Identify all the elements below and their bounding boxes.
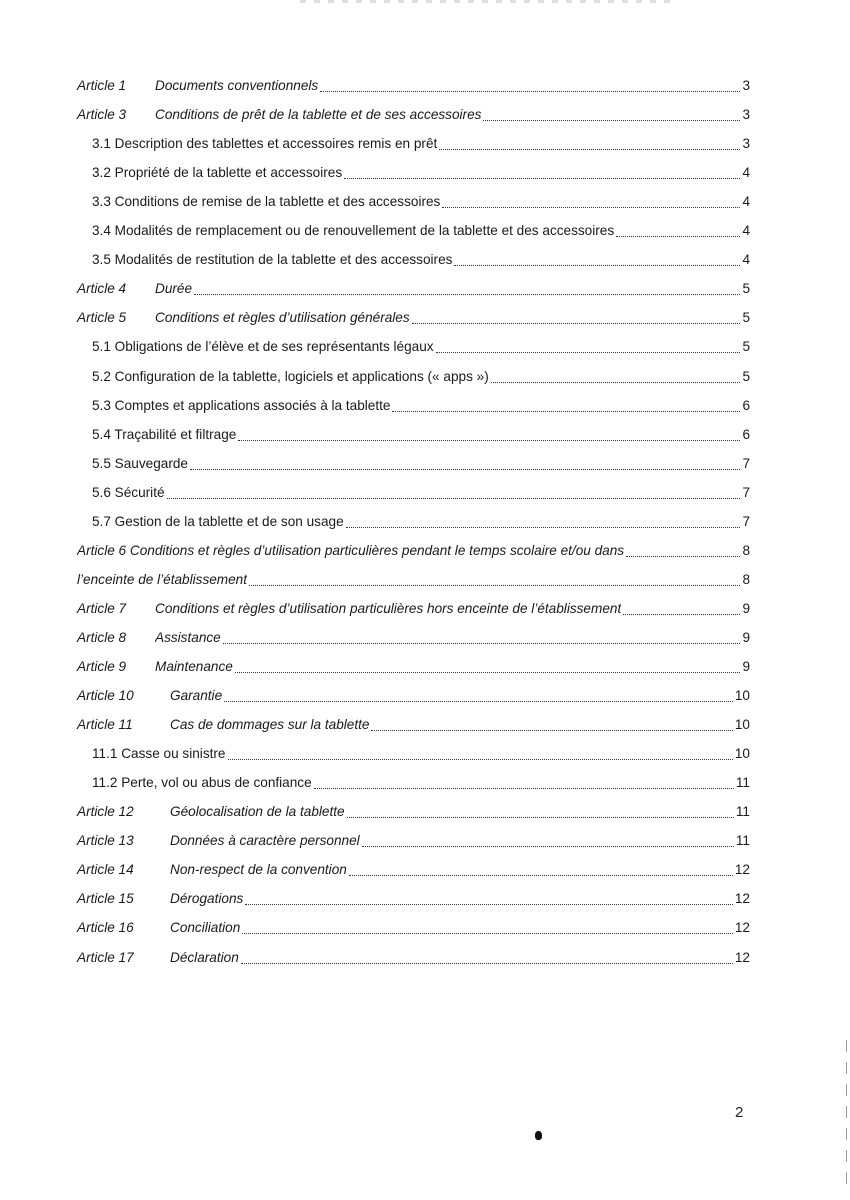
toc-entry-page: 5 <box>742 310 750 325</box>
toc-entry-title: Conditions et règles d’utilisation particulières hors enceinte de l’établissement <box>155 601 622 616</box>
toc-entry-title: 3.2 Propriété de la tablette et accessoires <box>92 165 343 180</box>
toc-entry-article-number: Article 5 <box>77 310 127 325</box>
toc-dot-leader <box>349 875 733 876</box>
toc-entry-article-number: Article 8 <box>77 630 127 645</box>
scan-artifact-edge <box>846 1040 847 1190</box>
toc-entry-page: 7 <box>742 485 750 500</box>
toc-dot-leader <box>616 236 740 237</box>
toc-entry-page: 4 <box>742 194 750 209</box>
toc-entry-page: 8 <box>742 543 750 558</box>
toc-entry-article-number: Article 4 <box>77 281 127 296</box>
toc-entry-title: 5.3 Comptes et applications associés à la tablette <box>92 398 391 413</box>
toc-entry-page: 3 <box>742 107 750 122</box>
toc-entry-title: 5.2 Configuration de la tablette, logiciels et applications (« apps ») <box>92 369 489 384</box>
toc-entry[interactable] <box>92 424 750 446</box>
toc-entry-article-number: Article 16 <box>77 920 134 935</box>
toc-entry-article-number: Article 13 <box>77 833 134 848</box>
toc-entry-title: 3.5 Modalités de restitution de la tablette et des accessoires <box>92 252 453 267</box>
toc-entry[interactable] <box>92 453 750 475</box>
toc-entry-page: 9 <box>742 630 750 645</box>
toc-entry[interactable] <box>77 859 750 881</box>
toc-entry-title: 5.7 Gestion de la tablette et de son usage <box>92 514 344 529</box>
toc-entry[interactable] <box>92 366 750 388</box>
toc-entry-article-number: Article 15 <box>77 891 134 906</box>
toc-entry-page: 7 <box>742 514 750 529</box>
toc-entry-page: 11 <box>735 833 750 848</box>
toc-entry-title: 11.2 Perte, vol ou abus de confiance <box>92 775 312 790</box>
toc-entry[interactable] <box>77 656 750 678</box>
toc-entry[interactable] <box>92 395 750 417</box>
toc-entry-page: 9 <box>742 659 750 674</box>
toc-dot-leader <box>242 933 733 934</box>
toc-dot-leader <box>347 817 734 818</box>
toc-entry[interactable] <box>77 685 750 707</box>
toc-entry-article-number: Article 7 <box>77 601 127 616</box>
toc-entry[interactable] <box>92 162 750 184</box>
toc-entry[interactable] <box>92 772 750 794</box>
toc-dot-leader <box>228 759 733 760</box>
toc-dot-leader <box>483 120 740 121</box>
toc-dot-leader <box>167 498 741 499</box>
toc-entry-page: 5 <box>742 281 750 296</box>
toc-entry[interactable] <box>77 801 750 823</box>
toc-entry[interactable] <box>77 104 750 126</box>
toc-entry-title: Assistance <box>155 630 221 645</box>
toc-entry-article-number: Article 17 <box>77 950 134 965</box>
toc-entry-article-number: Article 1 <box>77 78 127 93</box>
toc-dot-leader <box>320 91 740 92</box>
toc-entry-title: l’enceinte de l’établissement <box>77 572 248 587</box>
toc-dot-leader <box>436 352 741 353</box>
toc-dot-leader <box>346 527 741 528</box>
toc-entry-page: 9 <box>742 601 750 616</box>
toc-dot-leader <box>623 614 740 615</box>
toc-entry-page: 12 <box>734 950 750 965</box>
toc-dot-leader <box>454 265 740 266</box>
toc-entry[interactable] <box>92 511 750 533</box>
toc-entry-page: 6 <box>742 427 750 442</box>
toc-entry-page: 8 <box>742 572 750 587</box>
toc-entry-page: 3 <box>742 78 750 93</box>
toc-entry-title: Article 6 Conditions et règles d’utilisation particulières pendant le temps scolaire et/ou dans <box>77 543 625 558</box>
toc-dot-leader <box>362 846 734 847</box>
toc-entry-title: 5.6 Sécurité <box>92 485 165 500</box>
toc-entry[interactable] <box>92 482 750 504</box>
toc-dot-leader <box>442 207 740 208</box>
toc-dot-leader <box>491 382 741 383</box>
toc-dot-leader <box>194 294 740 295</box>
toc-entry-article-number: Article 9 <box>77 659 127 674</box>
toc-entry-title: Dérogations <box>170 891 244 906</box>
toc-entry-page: 11 <box>735 775 750 790</box>
toc-entry-article-number: Article 11 <box>77 717 133 732</box>
toc-entry[interactable] <box>77 714 750 736</box>
toc-dot-leader <box>245 904 733 905</box>
toc-entry[interactable] <box>92 133 750 155</box>
toc-entry-title: 5.4 Traçabilité et filtrage <box>92 427 237 442</box>
toc-entry-title: Cas de dommages sur la tablette <box>170 717 370 732</box>
toc-entry[interactable] <box>92 191 750 213</box>
toc-entry-title: Déclaration <box>170 950 239 965</box>
toc-entry-page: 7 <box>742 456 750 471</box>
toc-entry-page: 10 <box>734 688 750 703</box>
toc-entry-page: 6 <box>742 398 750 413</box>
toc-dot-leader <box>626 556 740 557</box>
toc-entry[interactable] <box>77 627 750 649</box>
toc-entry[interactable] <box>77 278 750 300</box>
toc-entry[interactable] <box>77 598 750 620</box>
toc-dot-leader <box>235 672 741 673</box>
toc-entry[interactable] <box>92 220 750 242</box>
toc-entry-page: 4 <box>742 252 750 267</box>
toc-entry[interactable] <box>77 947 750 969</box>
toc-entry-page: 3 <box>742 136 750 151</box>
toc-entry-title: 5.5 Sauvegarde <box>92 456 188 471</box>
toc-entry[interactable] <box>77 569 750 591</box>
toc-dot-leader <box>344 178 740 179</box>
toc-entry-page: 4 <box>742 223 750 238</box>
toc-entry-title: 3.1 Description des tablettes et accessoires remis en prêt <box>92 136 438 151</box>
toc-entry-page: 4 <box>742 165 750 180</box>
toc-entry-page: 12 <box>734 920 750 935</box>
toc-entry-article-number: Article 10 <box>77 688 134 703</box>
toc-entry[interactable] <box>77 307 750 329</box>
toc-entry-title: 5.1 Obligations de l’élève et de ses représentants légaux <box>92 339 434 354</box>
toc-entry[interactable] <box>92 743 750 765</box>
toc-entry-article-number: Article 12 <box>77 804 134 819</box>
toc-dot-leader <box>392 411 740 412</box>
toc-entry-title: Garantie <box>170 688 223 703</box>
toc-entry-title: Maintenance <box>155 659 233 674</box>
toc-entry-title: Documents conventionnels <box>155 78 319 93</box>
toc-entry-title: Durée <box>155 281 193 296</box>
toc-entry-page: 5 <box>742 369 750 384</box>
toc-dot-leader <box>314 788 734 789</box>
toc-entry-page: 10 <box>734 746 750 761</box>
toc-entry[interactable] <box>77 917 750 939</box>
toc-entry-title: Non-respect de la convention <box>170 862 347 877</box>
toc-dot-leader <box>224 701 733 702</box>
toc-dot-leader <box>238 440 740 441</box>
toc-entry-title: Conciliation <box>170 920 241 935</box>
toc-entry-title: 11.1 Casse ou sinistre <box>92 746 226 761</box>
toc-dot-leader <box>439 149 740 150</box>
toc-entry[interactable] <box>77 540 750 562</box>
toc-entry-page: 12 <box>734 891 750 906</box>
toc-entry-title: Données à caractère personnel <box>170 833 360 848</box>
toc-entry-title: 3.4 Modalités de remplacement ou de renouvellement de la tablette et des accessoires <box>92 223 615 238</box>
toc-entry-title: 3.3 Conditions de remise de la tablette et des accessoires <box>92 194 441 209</box>
toc-entry-article-number: Article 3 <box>77 107 127 122</box>
toc-entry-page: 5 <box>742 339 750 354</box>
toc-dot-leader <box>371 730 732 731</box>
toc-entry-title: Conditions et règles d’utilisation générales <box>155 310 410 325</box>
toc-dot-leader <box>412 323 741 324</box>
toc-entry[interactable] <box>77 888 750 910</box>
toc-dot-leader <box>249 585 740 586</box>
toc-entry-article-number: Article 14 <box>77 862 134 877</box>
toc-entry-title: Géolocalisation de la tablette <box>170 804 345 819</box>
toc-dot-leader <box>190 469 740 470</box>
toc-dot-leader <box>223 643 741 644</box>
toc-entry-page: 10 <box>734 717 750 732</box>
toc-entry[interactable] <box>77 830 750 852</box>
toc-entry[interactable] <box>77 75 750 97</box>
toc-entry[interactable] <box>92 336 750 358</box>
toc-dot-leader <box>241 963 733 964</box>
toc-entry-title: Conditions de prêt de la tablette et de ses accessoires <box>155 107 482 122</box>
bullet-mark-icon <box>535 1131 542 1140</box>
toc-entry-page: 12 <box>734 862 750 877</box>
toc-entry[interactable] <box>92 249 750 271</box>
toc-entry-page: 11 <box>735 804 750 819</box>
page-number: 2 <box>735 1104 744 1121</box>
